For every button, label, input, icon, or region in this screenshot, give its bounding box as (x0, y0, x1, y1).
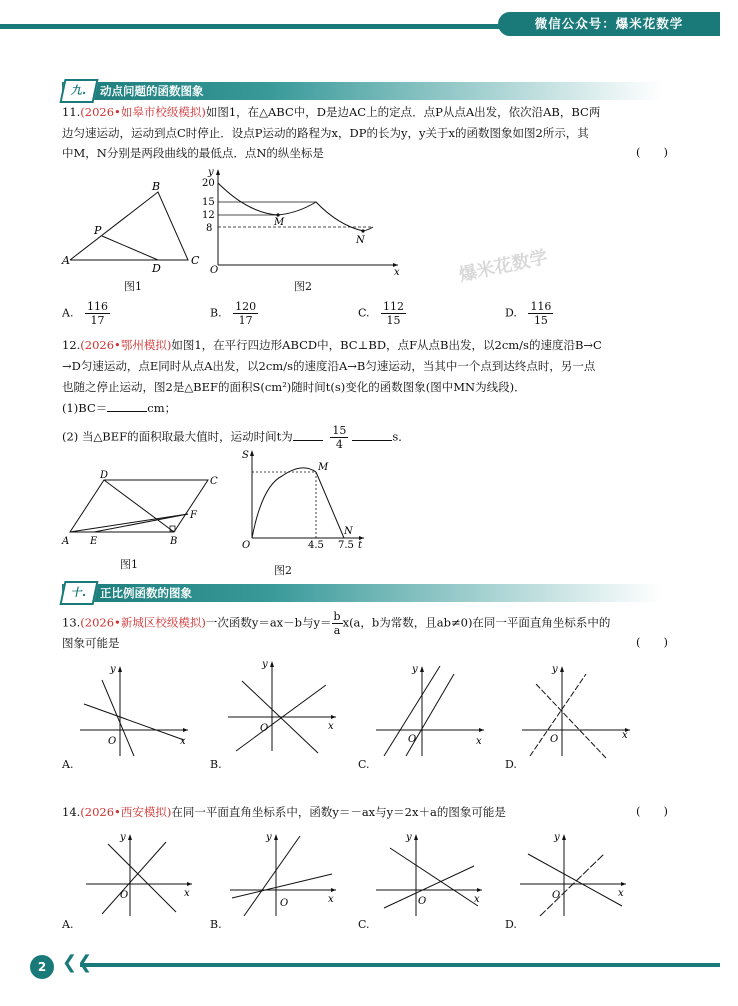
q12-blank1[interactable] (107, 399, 147, 412)
label-B: B (152, 180, 161, 193)
svg-text:E: E (90, 536, 98, 547)
label-A: A (62, 254, 70, 267)
svg-text:y: y (262, 659, 268, 670)
q11-line2: 边匀速运动，运动到点C时停止．设点P运动的路程为x，DP的长为y，y关于x的函数图象如图2所示，其 (62, 126, 589, 140)
svg-text:O: O (418, 896, 427, 907)
section-header-10 (62, 584, 662, 602)
svg-text:S: S (242, 450, 249, 461)
svg-text:D: D (100, 470, 109, 481)
svg-text:O: O (550, 734, 559, 745)
svg-text:y: y (110, 664, 116, 675)
q11-fig1-caption: 图1 (124, 280, 142, 293)
svg-text:y: y (266, 832, 272, 843)
q12-line1: 12.(2026•鄂州模拟)如图1，在平行四边形ABCD中，BC⊥BD，点F从点B出发，以2cm/s的速度沿B→C (62, 338, 602, 352)
section-number: 十. (59, 581, 98, 605)
q14-graph-c[interactable] (370, 828, 490, 918)
svg-text:O: O (260, 723, 269, 734)
svg-text:A: A (62, 536, 70, 547)
q14-graph-b[interactable] (224, 828, 344, 918)
q11-line1: 11.(2026•如皋市校级模拟)如图1，在△ABC中，D是边AC上的定点．点P从点A出发，依次沿AB，BC两 (62, 105, 601, 119)
q11-option-a[interactable]: A. $\frac{116}{17}$ (62, 300, 108, 327)
q12-fig2-caption: 图2 (274, 564, 292, 577)
q11-figure1 (60, 180, 213, 280)
q13-graph-c[interactable] (370, 660, 490, 760)
svg-text:x: x (622, 730, 628, 741)
svg-text:F: F (190, 510, 197, 521)
svg-text:C: C (210, 476, 218, 487)
svg-text:7.5: 7.5 (338, 540, 354, 551)
header-badge: 微信公众号：爆米花数学 (498, 12, 720, 36)
svg-text:t: t (358, 540, 363, 551)
q11-option-b[interactable]: B. $\frac{120}{17}$ (210, 300, 257, 327)
tick-15: 15 (202, 197, 215, 208)
q13-answer-paren[interactable]: ( ) (636, 635, 668, 649)
q14-option-d[interactable]: D. (505, 918, 517, 931)
axis-x: x (394, 267, 400, 275)
svg-text:x: x (476, 736, 482, 747)
q14-line1: 14.(2026•西安模拟)在同一平面直角坐标系中，函数y＝－ax与y＝2x＋a的图象可能是 (62, 805, 506, 819)
q12-line2: →D匀速运动，点E同时从点A出发，以2cm/s的速度沿A→B匀速运动，当其中一个点到达终点时，另一点 (62, 359, 596, 373)
q13-source: (2026•新城区校级模拟) (80, 615, 206, 630)
q11-answer-paren[interactable]: ( ) (636, 145, 668, 159)
section-title: 动点问题的函数图象 (100, 84, 204, 98)
q13-option-c[interactable]: C. (358, 758, 370, 771)
q11-figure2 (198, 165, 408, 275)
tick-12: 12 (202, 210, 215, 221)
q12-source: (2026•鄂州模拟) (80, 338, 172, 352)
svg-text:x: x (618, 888, 624, 899)
q11-option-c[interactable]: C. $\frac{112}{15}$ (358, 300, 405, 327)
q12-part1: (1)BC＝ cm； (62, 401, 177, 415)
q13-line1: 13.(2026•新城区校级模拟)一次函数y＝ax－b与y＝ $\frac{b}{a}$ x(a，b为常数，且ab≠0)在同一平面直角坐标系中的 (62, 610, 611, 637)
footer-rule (80, 963, 720, 967)
q13-option-b[interactable]: B. (210, 758, 222, 771)
svg-text:x: x (184, 888, 190, 899)
q14-option-b[interactable]: B. (210, 918, 222, 931)
q13-option-a[interactable]: A. (62, 758, 74, 771)
svg-text:N: N (344, 526, 353, 537)
svg-text:x: x (474, 894, 480, 905)
q13-option-d[interactable]: D. (505, 758, 517, 771)
q11-source: (2026•如皋市校级模拟) (80, 105, 206, 119)
q14-option-a[interactable]: A. (62, 918, 74, 931)
svg-text:O: O (108, 736, 117, 747)
axis-y: y (208, 167, 214, 178)
label-C: C (191, 254, 200, 267)
svg-text:y: y (412, 664, 418, 675)
svg-text:y: y (406, 832, 412, 843)
svg-text:O: O (552, 890, 561, 901)
svg-text:y: y (552, 664, 558, 675)
svg-text:y: y (554, 832, 560, 843)
label-P: P (94, 224, 102, 237)
tick-20: 20 (202, 178, 215, 189)
svg-text:x: x (180, 736, 186, 747)
svg-text:4.5: 4.5 (308, 540, 324, 551)
q12-line3: 也随之停止运动，图2是△BEF的面积S(cm²)随时间t(s)变化的函数图象(图中MN为线段)． (62, 380, 526, 394)
q13-graph-b[interactable] (222, 655, 342, 755)
section-number: 九. (59, 79, 98, 103)
q13-graph-a[interactable] (74, 660, 194, 760)
svg-text:O: O (280, 898, 289, 909)
q14-source: (2026•西安模拟) (80, 805, 172, 819)
svg-text:O: O (242, 540, 251, 551)
q11-line3: 中M，N分别是两段曲线的最低点．点N的纵坐标是 (62, 146, 324, 160)
q12-fig1-caption: 图1 (120, 558, 138, 571)
origin: O (210, 265, 219, 275)
page-number: 2 (30, 955, 54, 979)
q14-graph-d[interactable] (514, 828, 634, 918)
q14-graph-a[interactable] (80, 828, 200, 918)
watermark: 爆米花数学 (457, 246, 550, 287)
svg-text:B: B (170, 536, 178, 547)
q13-line2: 图象可能是 (62, 636, 120, 650)
chevron-left-icon: ❮❮ (62, 952, 93, 973)
q12-part2: (2) 当△BEF的面积取最大值时，运动时间t为 $\frac{15}{4}$ s． (62, 424, 410, 451)
svg-text:x: x (328, 894, 334, 905)
section-title: 正比例函数的图象 (100, 586, 192, 600)
q12-figure2 (232, 446, 372, 556)
q11-option-d[interactable]: D. $\frac{116}{15}$ (505, 300, 552, 327)
q12-figure1 (60, 468, 230, 548)
svg-text:O: O (120, 890, 129, 901)
svg-text:O: O (408, 734, 417, 745)
svg-text:x: x (328, 721, 334, 732)
label-D: D (152, 262, 161, 275)
q11-fig2-caption: 图2 (294, 280, 312, 293)
q14-option-c[interactable]: C. (358, 918, 370, 931)
q12-blank2[interactable] (293, 428, 323, 441)
point-M: M (274, 217, 285, 228)
header-rule (0, 24, 520, 29)
tick-8: 8 (206, 223, 213, 234)
q14-answer-paren[interactable]: ( ) (636, 804, 668, 818)
q13-graph-d[interactable] (516, 660, 636, 760)
svg-text:y: y (120, 832, 126, 843)
section-header-9 (62, 82, 662, 100)
svg-text:M: M (318, 462, 329, 473)
point-N: N (356, 235, 365, 246)
